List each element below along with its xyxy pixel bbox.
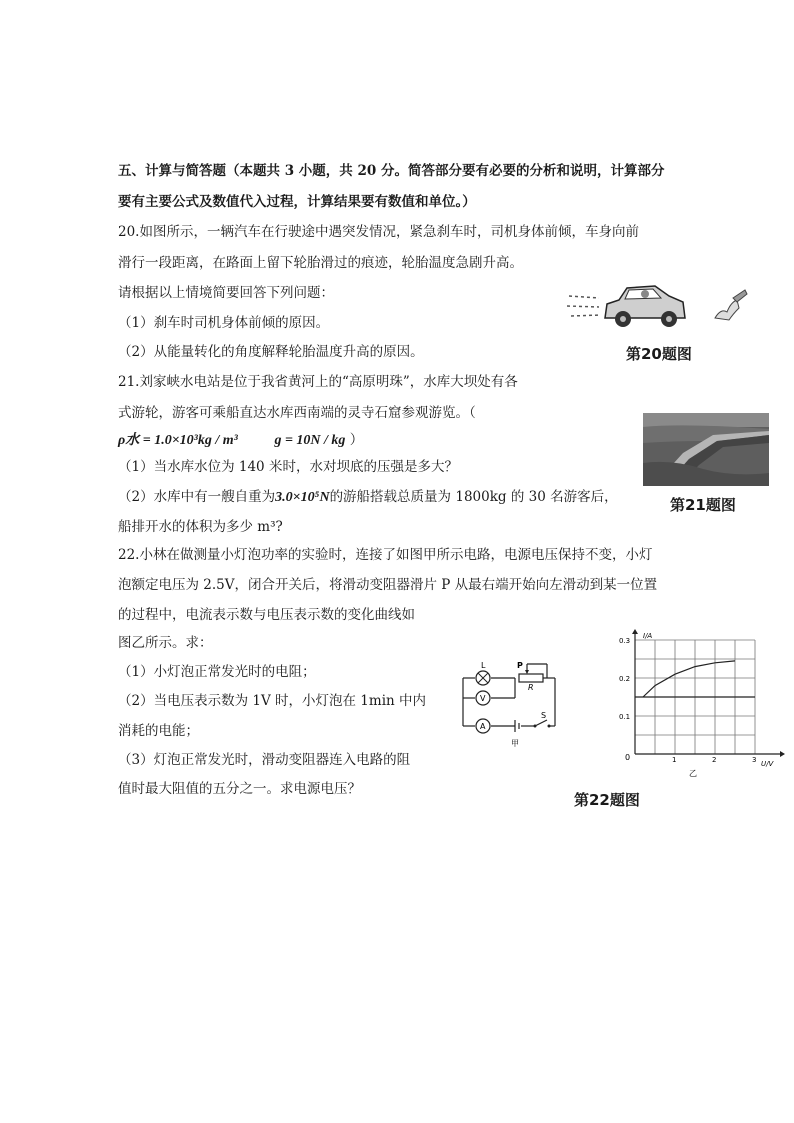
label-R: R bbox=[528, 683, 534, 692]
q21-sub1: （1）当水库水位为 140 米时，水对坝底的压强是多大？ bbox=[118, 459, 458, 475]
q22-sub3-a: （3）灯泡正常发光时，滑动变阻器连入电路的阻 bbox=[118, 752, 411, 768]
label-P: P bbox=[517, 661, 523, 670]
q21-text-line2: 式游轮，游客可乘船直达水库西南端的灵寺石窟参观游览。（ bbox=[118, 405, 476, 421]
y-tick-label: 0.2 bbox=[619, 675, 631, 683]
iu-curve bbox=[643, 661, 735, 697]
y-axis-unit: I/A bbox=[643, 632, 653, 640]
q21-formula-line bbox=[118, 430, 363, 451]
q22-text-line4: 图乙所示。求： bbox=[118, 635, 213, 651]
label-jia: 甲 bbox=[511, 739, 519, 748]
label-L: L bbox=[481, 661, 486, 670]
q21-sub2-a: （2）水库中有一艘自重为 bbox=[118, 489, 276, 505]
rho-formula: ρ水 = 1.0×10³kg / m³ bbox=[118, 433, 238, 448]
q22-circuit-diagram bbox=[455, 658, 573, 750]
q20-sub1: （1）刹车时司机身体前倾的原因。 bbox=[118, 315, 330, 331]
q21-text-line1: 21.刘家峡水电站是位于我省黄河上的“高原明珠”，水库大坝处有各 bbox=[118, 374, 518, 390]
formula-close-paren: ） bbox=[349, 432, 364, 448]
origin-label: 0 bbox=[625, 753, 631, 762]
q22-text-line2: 泡额定电压为 2.5V，闭合开关后，将滑动变阻器滑片 P 从最右端开始向左滑动到某一位置 bbox=[118, 577, 658, 593]
x-tick-label: 2 bbox=[712, 756, 717, 764]
q20-car-figure bbox=[565, 280, 755, 340]
q20-text-line2: 滑行一段距离，在路面上留下轮胎滑过的痕迹，轮胎温度急剧升高。 bbox=[118, 255, 523, 271]
section-heading-line2: 要有主要公式及数值代入过程，计算结果要有数值和单位。） bbox=[118, 194, 476, 210]
x-axis-unit: U/V bbox=[761, 760, 774, 768]
y-tick-label: 0.1 bbox=[619, 713, 631, 721]
label-yi: 乙 bbox=[689, 769, 697, 778]
section-heading-line1: 五、计算与简答题（本题共 3 小题，共 20 分。简答部分要有必要的分析和说明，计算部分 bbox=[118, 163, 665, 179]
q21-weight-formula: 3.0×10⁵N bbox=[275, 490, 330, 505]
q20-text-line3: 请根据以上情境简要回答下列问题： bbox=[118, 285, 334, 301]
q20-sub2: （2）从能量转化的角度解释轮胎温度升高的原因。 bbox=[118, 344, 424, 360]
q21-caption: 第21题图 bbox=[670, 496, 736, 514]
q22-sub1: （1）小灯泡正常发光时的电阻； bbox=[118, 664, 316, 680]
q21-sub2-c: 船排开水的体积为多少 m³? bbox=[118, 519, 283, 535]
x-tick-label: 1 bbox=[672, 756, 677, 764]
g-formula: g = 10N / kg bbox=[274, 433, 346, 448]
label-S: S bbox=[541, 711, 547, 720]
q20-text-line1: 20.如图所示，一辆汽车在行驶途中遇突发情况，紧急刹车时，司机身体前倾，车身向前 bbox=[118, 224, 639, 240]
q21-reservoir-photo bbox=[643, 413, 769, 486]
q20-caption: 第20题图 bbox=[626, 345, 692, 363]
q22-sub2-b: 消耗的电能； bbox=[118, 723, 199, 739]
q22-caption: 第22题图 bbox=[574, 791, 640, 809]
q22-sub2-a: （2）当电压表示数为 1V 时，小灯泡在 1min 中内 bbox=[118, 693, 426, 709]
label-A: A bbox=[480, 722, 486, 731]
q21-sub2-b: 的游船搭载总质量为 1800kg 的 30 名游客后， bbox=[329, 489, 618, 505]
q22-iu-graph bbox=[605, 628, 785, 778]
y-tick-label: 0.3 bbox=[619, 637, 631, 645]
q22-text-line3: 的过程中，电流表示数与电压表示数的变化曲线如 bbox=[118, 607, 415, 623]
q21-sub2 bbox=[118, 487, 618, 508]
label-V: V bbox=[480, 694, 486, 703]
x-tick-label: 3 bbox=[752, 756, 757, 764]
q22-sub3-b: 值时最大阻值的五分之一。求电源电压？ bbox=[118, 781, 361, 797]
q22-text-line1: 22.小林在做测量小灯泡功率的实验时，连接了如图甲所示电路，电源电压保持不变，小灯 bbox=[118, 547, 653, 563]
